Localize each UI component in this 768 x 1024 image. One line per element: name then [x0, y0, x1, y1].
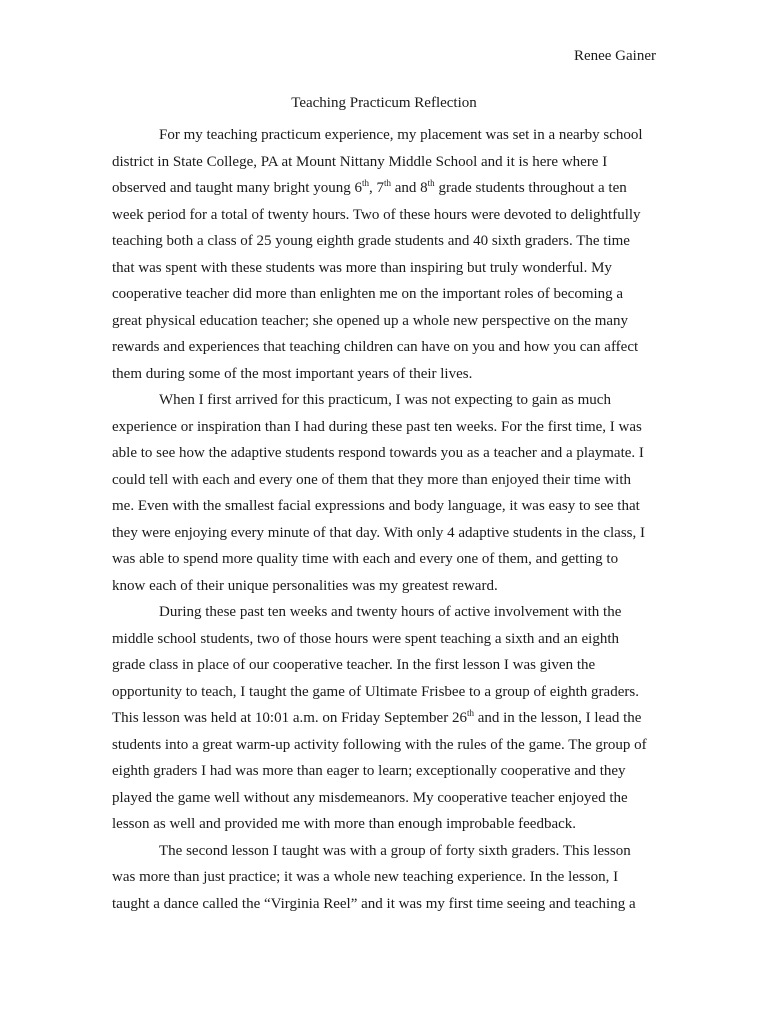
text-line: [159, 125, 643, 145]
text-segment: students into a great warm-up activity following with the rules of the game. The group of: [112, 737, 647, 753]
text-segment: week period for a total of twenty hours. Two of these hours were devoted to delightfully: [112, 207, 641, 223]
document-title: Teaching Practicum Reflection: [291, 95, 477, 111]
text-segment: The second lesson I taught was with a group of forty sixth graders. This lesson: [159, 843, 631, 859]
text-line: [112, 152, 607, 172]
text-line: [112, 629, 619, 649]
text-segment: that was spent with these students was more than inspiring but truly wonderful. My: [112, 260, 612, 276]
text-line: [159, 841, 631, 861]
text-segment: able to see how the adaptive students respond towards you as a teacher and a playmate. I: [112, 445, 644, 461]
text-segment: district in State College, PA at Mount Nittany Middle School and it is here where I: [112, 154, 608, 170]
text-segment: was able to spend more quality time with each and every one of them, and getting to: [112, 551, 619, 567]
text-line: [112, 735, 647, 755]
text-segment: middle school students, two of those hours were spent teaching a sixth and an eighth: [112, 631, 619, 647]
text-line: [112, 523, 645, 543]
text-segment: know each of their unique personalities was my greatest reward.: [112, 578, 498, 594]
superscript-suffix: th: [361, 178, 369, 188]
text-line: [112, 470, 631, 490]
text-segment: and in the lesson, I lead the: [473, 710, 642, 726]
text-segment: opportunity to teach, I taught the game of Ultimate Frisbee to a group of eighth graders.: [112, 684, 639, 700]
text-line: [112, 576, 498, 596]
text-segment: cooperative teacher did more than enlighten me on the important roles of becoming a: [112, 286, 624, 302]
text-segment: , 7: [368, 180, 384, 196]
text-line: [112, 443, 644, 463]
text-line: [112, 761, 626, 781]
text-line: [112, 655, 595, 675]
text-segment: grade students throughout a ten: [434, 180, 627, 196]
text-line: [112, 178, 627, 198]
text-line: [112, 549, 618, 569]
author-name: Renee Gainer: [573, 48, 656, 64]
text-line: [112, 788, 628, 808]
text-segment: could tell with each and every one of them that they more than enjoyed their time with: [112, 472, 632, 488]
text-segment: observed and taught many bright young 6: [112, 180, 362, 196]
text-line: [112, 708, 641, 728]
text-segment: For my teaching practicum experience, my placement was set in a nearby school: [159, 127, 643, 143]
text-segment: played the game well without any misdemeanors. My cooperative teacher enjoyed the: [112, 790, 628, 806]
text-segment: me. Even with the smallest facial expressions and body language, it was easy to see that: [112, 498, 640, 514]
text-line: [112, 258, 612, 278]
text-segment: rewards and experiences that teaching children can have on you and how you can affect: [112, 339, 639, 355]
text-line: [112, 205, 641, 225]
text-line: [112, 284, 623, 304]
text-segment: When I first arrived for this practicum, I was not expecting to gain as much: [159, 392, 611, 408]
text-segment: lesson as well and provided me with more than enough improbable feedback.: [112, 816, 577, 832]
text-segment: great physical education teacher; she opened up a whole new perspective on the many: [112, 313, 629, 329]
text-segment: This lesson was held at 10:01 a.m. on Friday September 26: [112, 710, 467, 726]
text-line: [112, 894, 636, 914]
text-segment: and 8: [391, 180, 428, 196]
text-line: [112, 682, 639, 702]
text-line: [112, 364, 472, 384]
text-segment: grade class in place of our cooperative teacher. In the first lesson I was given the: [112, 657, 596, 673]
superscript-suffix: th: [383, 178, 391, 188]
text-segment: During these past ten weeks and twenty hours of active involvement with the: [159, 604, 622, 620]
text-line: [112, 814, 576, 834]
text-line: [159, 390, 611, 410]
text-line: [112, 867, 618, 887]
text-segment: was more than just practice; it was a whole new teaching experience. In the lesson, I: [112, 869, 619, 885]
text-line: [112, 496, 640, 516]
superscript-suffix: th: [427, 178, 435, 188]
text-segment: eighth graders I had was more than eager to learn; exceptionally cooperative and they: [112, 763, 626, 779]
text-line: [159, 602, 621, 622]
text-segment: experience or inspiration than I had during these past ten weeks. For the first time, I was: [112, 419, 642, 435]
text-segment: taught a dance called the “Virginia Reel” and it was my first time seeing and teaching a: [112, 896, 636, 912]
text-segment: they were enjoying every minute of that day. With only 4 adaptive students in the class, I: [112, 525, 646, 541]
text-line: [112, 231, 630, 251]
text-line: [112, 337, 638, 357]
text-line: [112, 417, 642, 437]
superscript-suffix: th: [466, 708, 474, 718]
text-line: [112, 311, 628, 331]
text-segment: teaching both a class of 25 young eighth grade students and 40 sixth graders. The time: [112, 233, 630, 249]
text-segment: them during some of the most important years of their lives.: [112, 366, 473, 382]
